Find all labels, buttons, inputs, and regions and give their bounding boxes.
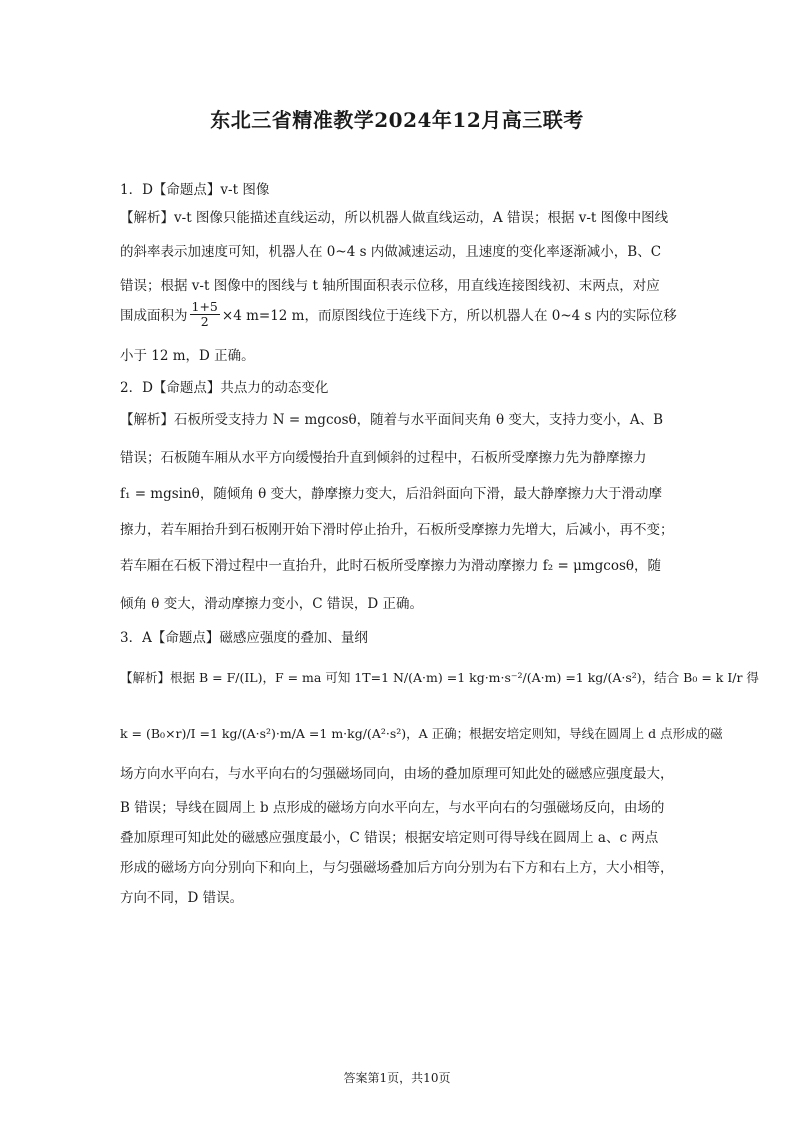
question-3-line-6: 形成的磁场方向分别向下和向上，与匀强磁场叠加后方向分别为右下方和右上方，大小相等， bbox=[120, 860, 674, 876]
question-1-line-5: 小于 12 m，D 正确。 bbox=[120, 348, 255, 364]
question-3-line-3: 场方向水平向右，与水平向右的匀强磁场同向，由场的叠加原理可知此处的磁感应强度最大， bbox=[120, 766, 674, 782]
question-3-line-4: B 错误；导线在圆周上 b 点形成的磁场方向水平向左，与水平向右的匀强磁场反向，由场的 bbox=[120, 800, 665, 816]
question-1-line-3: 错误；根据 v-t 图像中的图线与 t 轴所围面积表示位移，用直线连接图线初、末两点，对应 bbox=[120, 278, 660, 294]
question-2-line-5: 若车厢在石板下滑过程中一直抬升，此时石板所受摩擦力为滑动摩擦力 f₂ = μmgcosθ，随 bbox=[120, 558, 662, 574]
question-1-line-1: 【解析】v-t 图像只能描述直线运动，所以机器人做直线运动，A 错误；根据 v-t 图像中图线 bbox=[120, 210, 669, 226]
page-title: 东北三省精准教学2024年12月高三联考 bbox=[210, 108, 584, 132]
question-3-line-2: k = (B₀×r)/I =1 kg/(A·s²)·m/A =1 m·kg/(A²·s²)，A 正确；根据安培定则知，导线在圆周上 d 点形成的磁 bbox=[120, 726, 723, 741]
question-2-line-3: f₁ = mgsinθ，随倾角 θ 变大，静摩擦力变大，后沿斜面向下滑，最大静摩擦力大于滑动摩 bbox=[120, 486, 663, 502]
question-3-line-1: 【解析】根据 B = F/(IL)，F = ma 可知 1T=1 N/(A·m) =1 kg·m·s⁻²/(A·m) =1 kg/(A·s²)，结合 B₀ = k I/r 得 bbox=[120, 670, 759, 685]
question-2-line-1: 【解析】石板所受支持力 N = mgcosθ，随着与水平面间夹角 θ 变大，支持力变小，A、B bbox=[120, 412, 664, 428]
question-1-line-4 bbox=[120, 300, 677, 329]
question-1-line-2: 的斜率表示加速度可知，机器人在 0~4 s 内做减速运动，且速度的变化率逐渐减小，B、C bbox=[120, 244, 662, 260]
question-2-line-2: 错误；石板随车厢从水平方向缓慢抬升直到倾斜的过程中，石板所受摩擦力先为静摩擦力 bbox=[120, 450, 647, 466]
question-3-heading: 3．A【命题点】磁感应强度的叠加、量纲 bbox=[120, 630, 368, 646]
question-3-line-7: 方向不同，D 错误。 bbox=[120, 890, 244, 906]
question-2-line-4: 擦力，若车厢抬升到石板刚开始下滑时停止抬升，石板所受摩擦力先增大，后减小，再不变； bbox=[120, 522, 674, 538]
question-2-heading: 2．D【命题点】共点力的动态变化 bbox=[120, 380, 329, 396]
q1-line4-pre: 围成面积为 bbox=[120, 308, 188, 325]
q1-fraction bbox=[190, 300, 220, 329]
q1-fraction-numerator: 1+5 bbox=[191, 299, 218, 314]
q1-fraction-denominator: 2 bbox=[200, 313, 209, 329]
question-2-line-6: 倾角 θ 变大，滑动摩擦力变小，C 错误，D 正确。 bbox=[120, 596, 423, 612]
question-1-heading: 1．D【命题点】v-t 图像 bbox=[120, 182, 270, 198]
question-3-line-5: 叠加原理可知此处的磁感应强度最小，C 错误；根据安培定则可得导线在圆周上 a、c 两点 bbox=[120, 830, 659, 846]
q1-line4-post: ×4 m=12 m，而原图线位于连线下方，所以机器人在 0~4 s 内的实际位移 bbox=[221, 308, 677, 325]
page-footer: 答案第1页，共10页 bbox=[343, 1071, 451, 1085]
